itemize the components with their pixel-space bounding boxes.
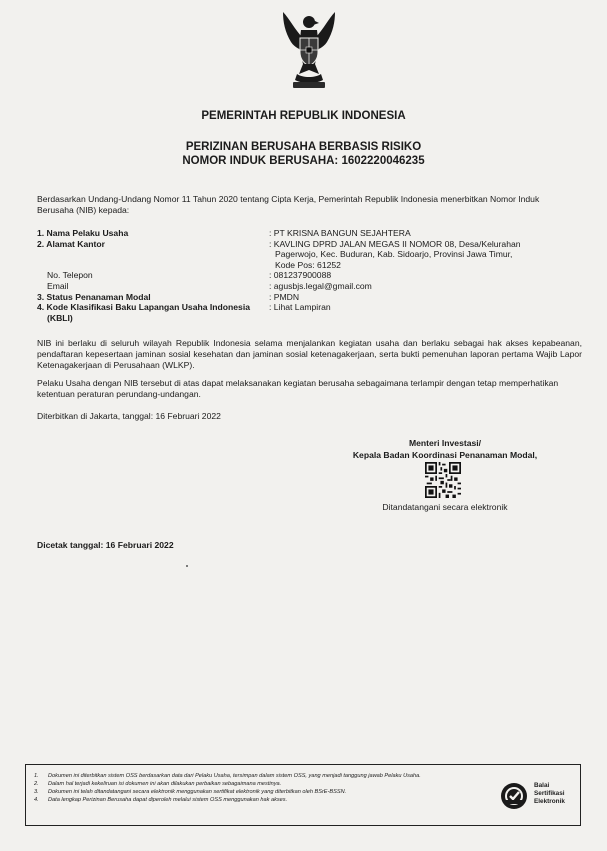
- bsre-text-line: Sertifikasi: [534, 789, 565, 797]
- bsre-logo: [500, 782, 580, 812]
- note-number: 4.: [34, 797, 39, 803]
- signatory-line: Kepala Badan Koordinasi Penanaman Modal,: [352, 450, 538, 460]
- intro-paragraph: Berdasarkan Undang-Undang Nomor 11 Tahun 2020 tentang Cipta Kerja, Pemerintah Republik Indonesia menerbitkan Nomor Induk Berusaha (NIB) kepada:: [37, 194, 540, 215]
- note-item: [34, 796, 489, 804]
- signatory-line: Menteri Investasi/: [408, 438, 482, 448]
- kbli-label-line: 4. Kode Klasifikasi Baku Lapangan Usaha Indonesia: [37, 302, 250, 313]
- business-details: [37, 228, 577, 323]
- kbli-label-line: (KBLI): [47, 312, 73, 323]
- address-label: 2. Alamat Kantor: [37, 238, 105, 249]
- permission-paragraph: Pelaku Usaha dengan NIB tersebut di atas dapat melaksanakan kegiatan berusaha sebagaimana terlampir dengan tetap memperhatikan ketentuan peraturan perundang-undangan.: [37, 378, 559, 399]
- stray-dot: [186, 565, 188, 567]
- note-text: Dalam hal terjadi kekeliruan isi dokumen ini akan dilakukan perbaikan sebagaimana mestinya.: [48, 781, 282, 787]
- address-line: Pagerwojo, Kec. Buduran, Kab. Sidoarjo, Provinsi Jawa Timur,: [275, 249, 513, 260]
- investment-status-value: : PMDN: [269, 291, 300, 302]
- notes-list: [34, 772, 489, 804]
- phone-value: : 081237900088: [269, 270, 332, 281]
- bsre-text-line: Balai: [534, 782, 550, 789]
- address-value: [269, 239, 577, 271]
- note-text: Dokumen ini telah ditandatangani secara elektronik menggunakan sertifikat elektronik yang diterbitkan oleh BSrE-BSSN.: [48, 789, 347, 795]
- nib-number-line: NOMOR INDUK BERUSAHA: 1602220046235: [182, 155, 425, 167]
- email-label: Email: [47, 280, 69, 291]
- document-title: [0, 140, 607, 168]
- bsre-text-line: Elektronik: [534, 797, 565, 805]
- name-label: 1. Nama Pelaku Usaha: [37, 228, 129, 238]
- qr-code-icon: [425, 462, 461, 498]
- validity-paragraph: NIB ini berlaku di seluruh wilayah Republik Indonesia selama menjalankan kegiatan usaha dan berlaku sebagai hak akses kepabeanan, pendaftaran kepesertaan jaminan sosial kesehatan dan jaminan sosial ketenagakerjaan, serta bukti pemenuhan laporan pertama Wajib Lapor Ketenagakerjaan di Perusahaan (WLKP).: [37, 338, 582, 370]
- government-heading: PEMERINTAH REPUBLIK INDONESIA: [201, 110, 406, 122]
- field-row-phone: [37, 270, 577, 281]
- bsre-logo-icon: [500, 782, 528, 810]
- signatory-title: [340, 437, 550, 461]
- email-value: : agusbjs.legal@gmail.com: [269, 280, 372, 291]
- note-item: [34, 780, 489, 788]
- note-item: [34, 772, 489, 780]
- issued-date: Diterbitkan di Jakarta, tanggal: 16 Februari 2022: [37, 411, 221, 421]
- title-line: PERIZINAN BERUSAHA BERBASIS RISIKO: [185, 141, 422, 153]
- note-item: [34, 788, 489, 796]
- note-number: 3.: [34, 789, 39, 795]
- field-row-kbli: [37, 302, 577, 323]
- field-row-investment: [37, 292, 577, 303]
- name-value: : PT KRISNA BANGUN SEJAHTERA: [269, 228, 411, 238]
- garuda-emblem-icon: [273, 8, 345, 92]
- note-number: 2.: [34, 781, 39, 787]
- note-text: Dokumen ini diterbitkan sistem OSS berdasarkan data dari Pelaku Usaha, tersimpan dalam sistem OSS, yang menjadi tanggung jawab Pelaku Usaha.: [48, 773, 421, 779]
- note-number: 1.: [34, 773, 39, 779]
- address-line: Kode Pos: 61252: [275, 259, 341, 270]
- investment-status-label: 3. Status Penanaman Modal: [37, 291, 151, 302]
- phone-label: No. Telepon: [47, 270, 93, 281]
- printed-date: Dicetak tanggal: 16 Februari 2022: [37, 540, 174, 550]
- kbli-value: : Lihat Lampiran: [269, 302, 331, 313]
- footer-notes-box: [25, 764, 581, 826]
- electronic-signature-note: Ditandatangani secara elektronik: [382, 502, 508, 512]
- field-row-email: [37, 281, 577, 292]
- field-row-name: [37, 228, 577, 239]
- address-line: : KAVLING DPRD JALAN MEGAS II NOMOR 08, Desa/Kelurahan: [269, 238, 521, 249]
- kbli-label: [37, 302, 269, 323]
- field-row-address: [37, 239, 577, 271]
- bsre-logo-text: [534, 782, 565, 805]
- note-text: Data lengkap Perizinan Berusaha dapat diperoleh melalui sistem OSS menggunakan hak akses.: [48, 797, 288, 803]
